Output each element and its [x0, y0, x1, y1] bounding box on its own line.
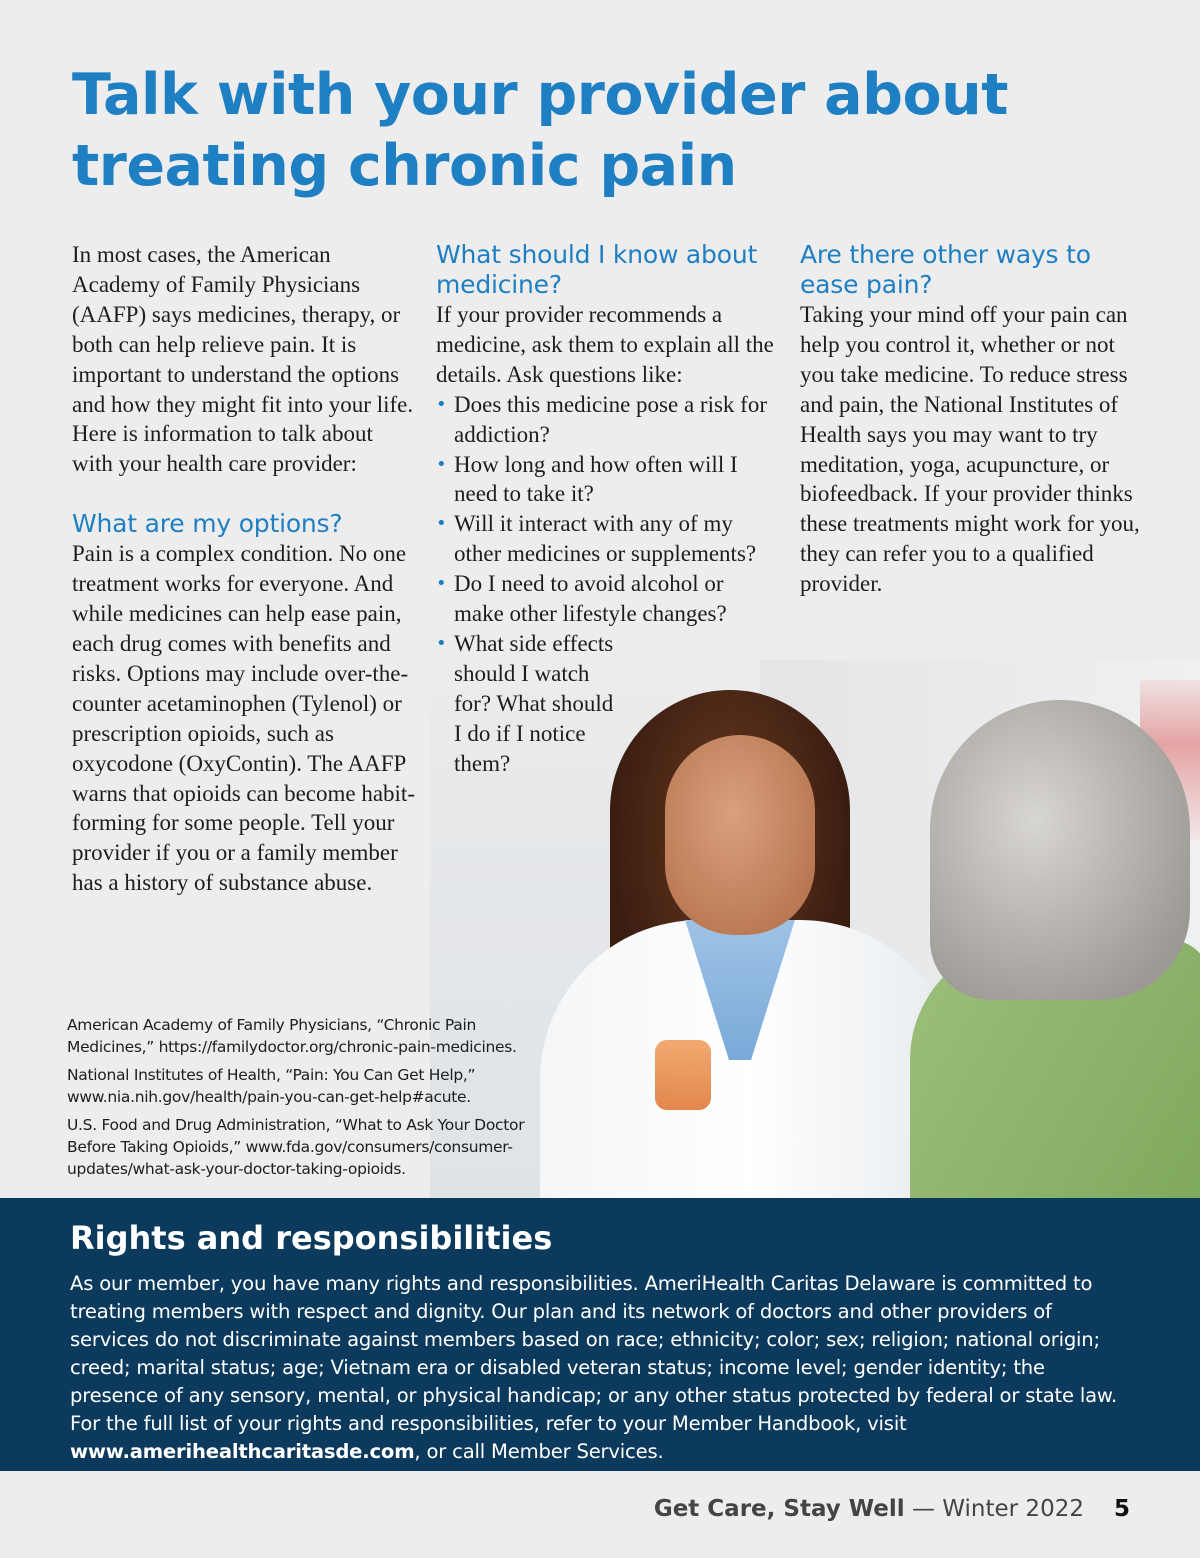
- question-item: • Will it interact with any of my other medicines or supplements?: [436, 511, 757, 567]
- question-item: • Do I need to avoid alcohol or make other lifestyle changes?: [436, 571, 727, 627]
- reference-item: American Academy of Family Physicians, “Chronic Pain Medicines,” https://familydoctor.org/chronic-pain-medicines.: [67, 1016, 517, 1056]
- references: [67, 1014, 537, 1186]
- page-number: 5: [1113, 1496, 1130, 1522]
- page-footer: [654, 1496, 1130, 1522]
- footer-issue: Winter 2022: [942, 1496, 1084, 1522]
- rights-banner: [0, 1198, 1200, 1471]
- column-left: [72, 240, 417, 898]
- options-heading: What are my options?: [72, 509, 343, 539]
- other-ways-paragraph: Taking your mind off your pain can help you control it, whether or not you take medicine. To reduce stress and pain, the National Institutes of Health says you may want to try meditation, yoga, acupuncture, or biofeedback. If your provider thinks these treatments might work for you, they can refer you to a qualified provider.: [800, 302, 1140, 597]
- intro-paragraph: In most cases, the American Academy of Family Physicians (AAFP) says medicines, therapy, or both can help relieve pain. It is important to understand the options and how they might fit into your life. Here is information to talk about with your health care provider:: [72, 242, 414, 477]
- bullet-icon: •: [436, 573, 447, 595]
- photo-patient-hair: [930, 700, 1190, 1000]
- other-ways-heading: Are there other ways to ease pain?: [800, 240, 1091, 299]
- question-item: • Does this medicine pose a risk for addiction?: [436, 391, 767, 447]
- reference-item: U.S. Food and Drug Administration, “What to Ask Your Doctor Before Taking Opioids,” www.fda.gov/consumers/consumer-updates/what-ask-your-doctor-taking-opioids.: [67, 1116, 525, 1178]
- bullet-icon: •: [436, 393, 447, 415]
- medicine-paragraph: If your provider recommends a medicine, ask them to explain all the details. Ask questions like:: [436, 302, 774, 387]
- bullet-icon: •: [436, 453, 447, 475]
- website-link[interactable]: www.amerihealthcaritasde.com: [70, 1440, 415, 1463]
- bullet-icon: •: [436, 513, 447, 535]
- page-title: Talk with your provider about treating chronic pain: [72, 62, 1008, 199]
- footer-brand: Get Care, Stay Well: [653, 1496, 905, 1522]
- options-paragraph: Pain is a complex condition. No one treatment works for everyone. And while medicines can help ease pain, each drug comes with benefits and risks. Options may include over-the-counter acetaminophen (Tylenol) or prescription opioids, such as oxycodone (OxyContin). The AAFP warns that opioids can become habit-forming for some people. Tell your provider if you or a family member has a history of substance abuse.: [72, 541, 415, 896]
- column-right: [800, 240, 1140, 599]
- column-middle: [436, 240, 776, 779]
- bullet-icon: •: [436, 632, 447, 654]
- reference-item: National Institutes of Health, “Pain: You Can Get Help,” www.nia.nih.gov/health/pain-you-can-get-help#acute.: [67, 1066, 476, 1106]
- medicine-heading: What should I know about medicine?: [436, 240, 758, 299]
- question-list: [436, 390, 776, 779]
- rights-heading: Rights and responsibilities: [70, 1219, 553, 1257]
- photo-pill-bottle: [655, 1040, 711, 1110]
- question-item: • What side effects should I watch for? What should I do if I notice them?: [436, 630, 614, 776]
- question-item: • How long and how often will I need to take it?: [436, 451, 738, 507]
- rights-paragraph: As our member, you have many rights and responsibilities. AmeriHealth Caritas Delaware is committed to treating members with respect and dignity. Our plan and its network of doctors and other providers of services do not discriminate against members based on race; ethnicity; color; sex; religion; national origin; creed; marital status; age; Vietnam era or disabled veteran status; income level; gender identity; the presence of any sensory, mental, or physical handicap; or any other status protected by federal or state law. For the full list of your rights and responsibilities, refer to your Member Handbook, visit www.amerihealthcaritasde.com, or call Member Services.: [70, 1272, 1117, 1463]
- footer-separator: —: [904, 1496, 943, 1522]
